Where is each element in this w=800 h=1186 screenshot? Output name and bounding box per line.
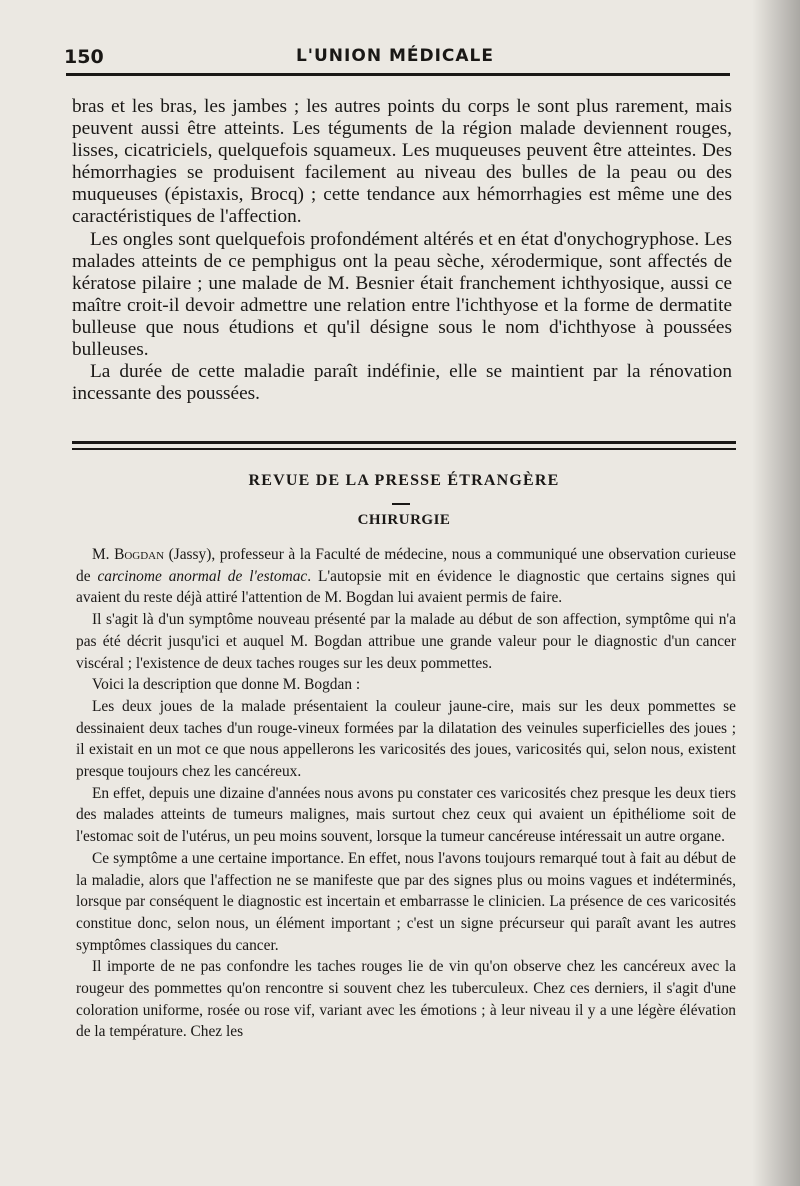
heading-dash xyxy=(392,503,410,505)
sub-heading: CHIRURGIE xyxy=(357,512,451,528)
section-divider-bottom xyxy=(72,448,736,450)
paragraph: bras et les bras, les jambes ; les autres points du corps le sont plus rarement, mais peuvent aussi être atteints. Les téguments de la région malade deviennent rouges, lisses, cicatriciels, quelquefois squameux. Les muqueuses peuvent être atteintes. Des hémorrhagies se produisent facilement au niveau des bulles de la peau ou des muqueuses (épistaxis, Brocq) ; cette tendance aux hémorrhagies est même une des caractéristiques de l'affection. xyxy=(72,96,732,228)
text-run: (Jassy), professeur à la Faculté de médecine, nous a communiqué une observation curieuse de xyxy=(76,546,736,585)
paragraph: Ce symptôme a une certaine importance. En effet, nous l'avons toujours remarqué tout à fait au début de la maladie, alors que l'affection ne se manifeste que par des signes plus ou moins vagues et indéterminés, lorsque par conséquent le diagnostic est incertain et embarrasse le clinicien. La présence de ces varicosités constitue donc, selon nous, un élément important ; c'est un signe précurseur qui paraît avant les autres symptômes classiques du cancer. xyxy=(76,849,736,954)
author-name: M. Bogdan xyxy=(92,546,165,563)
text-run: . L'autopsie mit en évidence le diagnostic que certains signes qui avaient du reste déjà attiré l'attention de M. Bogdan lui avaient permis de faire. xyxy=(76,567,736,607)
paragraph: La durée de cette maladie paraît indéfinie, elle se maintient par la rénovation incessante des poussées. xyxy=(72,361,732,405)
paragraph: Il s'agit là d'un symptôme nouveau présenté par la malade au début de son affection, symptôme qui n'a pas été décrit jusqu'ici et auquel M. Bogdan attribue une grande valeur pour le diagnostic d'un cancer viscéral ; l'existence de deux taches rouges sur les deux pommettes. xyxy=(76,611,736,672)
page-edge-shadow xyxy=(752,0,800,1186)
paragraph: Les ongles sont quelquefois profondément altérés et en état d'onychogryphose. Les malades atteints de ce pemphigus ont la peau sèche, xérodermique, sont affectés de kératose pilaire ; une malade de M. Besnier était franchement ichthyosique, aussi ce maître croit-il devoir admettre une relation entre l'ichthyose et la forme de dermatite bulleuse que nous étudions et qu'il désigne sous le nom d'ichthyose à poussées bulleuses. xyxy=(72,228,732,361)
page-number: 150 xyxy=(64,46,104,68)
paragraph xyxy=(76,544,736,609)
paragraph: Les deux joues de la malade présentaient la couleur jaune-cire, mais sur les deux pommettes se dessinaient deux taches d'un rouge-vineux formées par la dilatation des veinules superficielles des joues ; il existait en un mot ce que nous appellerons les varicosités des joues, varicosités qui, selon nous, existent presque toujours chez les cancéreux. xyxy=(76,697,736,781)
paragraph: Il importe de ne pas confondre les taches rouges lie de vin qu'on observe chez les cancéreux avec la rougeur des pommettes qu'on rencontre si souvent chez les tuberculeux. Chez ces derniers, il s'agit d'une coloration uniforme, rosée ou rose vif, variant avec les émotions ; à leur niveau il y a une légère élévation de la température. Chez les xyxy=(76,958,736,1041)
continued-article xyxy=(72,96,732,405)
header-rule xyxy=(66,73,730,76)
journal-title: L'UNION MÉDICALE xyxy=(295,46,495,66)
running-header xyxy=(60,44,730,72)
paragraph: Voici la description que donne M. Bogdan : xyxy=(92,676,361,694)
section-divider-top xyxy=(72,441,736,444)
italic-term: carcinome anormal de l'estomac xyxy=(97,567,308,585)
section-heading: REVUE DE LA PRESSE ÉTRANGÈRE xyxy=(248,472,560,489)
review-article xyxy=(76,544,736,1043)
paragraph: En effet, depuis une dizaine d'années nous avons pu constater ces varicosités chez presque les deux tiers des malades atteints de tumeurs malignes, mais surtout chez ceux qui avaient un épithéliome soit de l'estomac soit de l'utérus, un peu moins souvent, lorsque la tumeur cancéreuse intéressait un autre organe. xyxy=(76,784,736,846)
